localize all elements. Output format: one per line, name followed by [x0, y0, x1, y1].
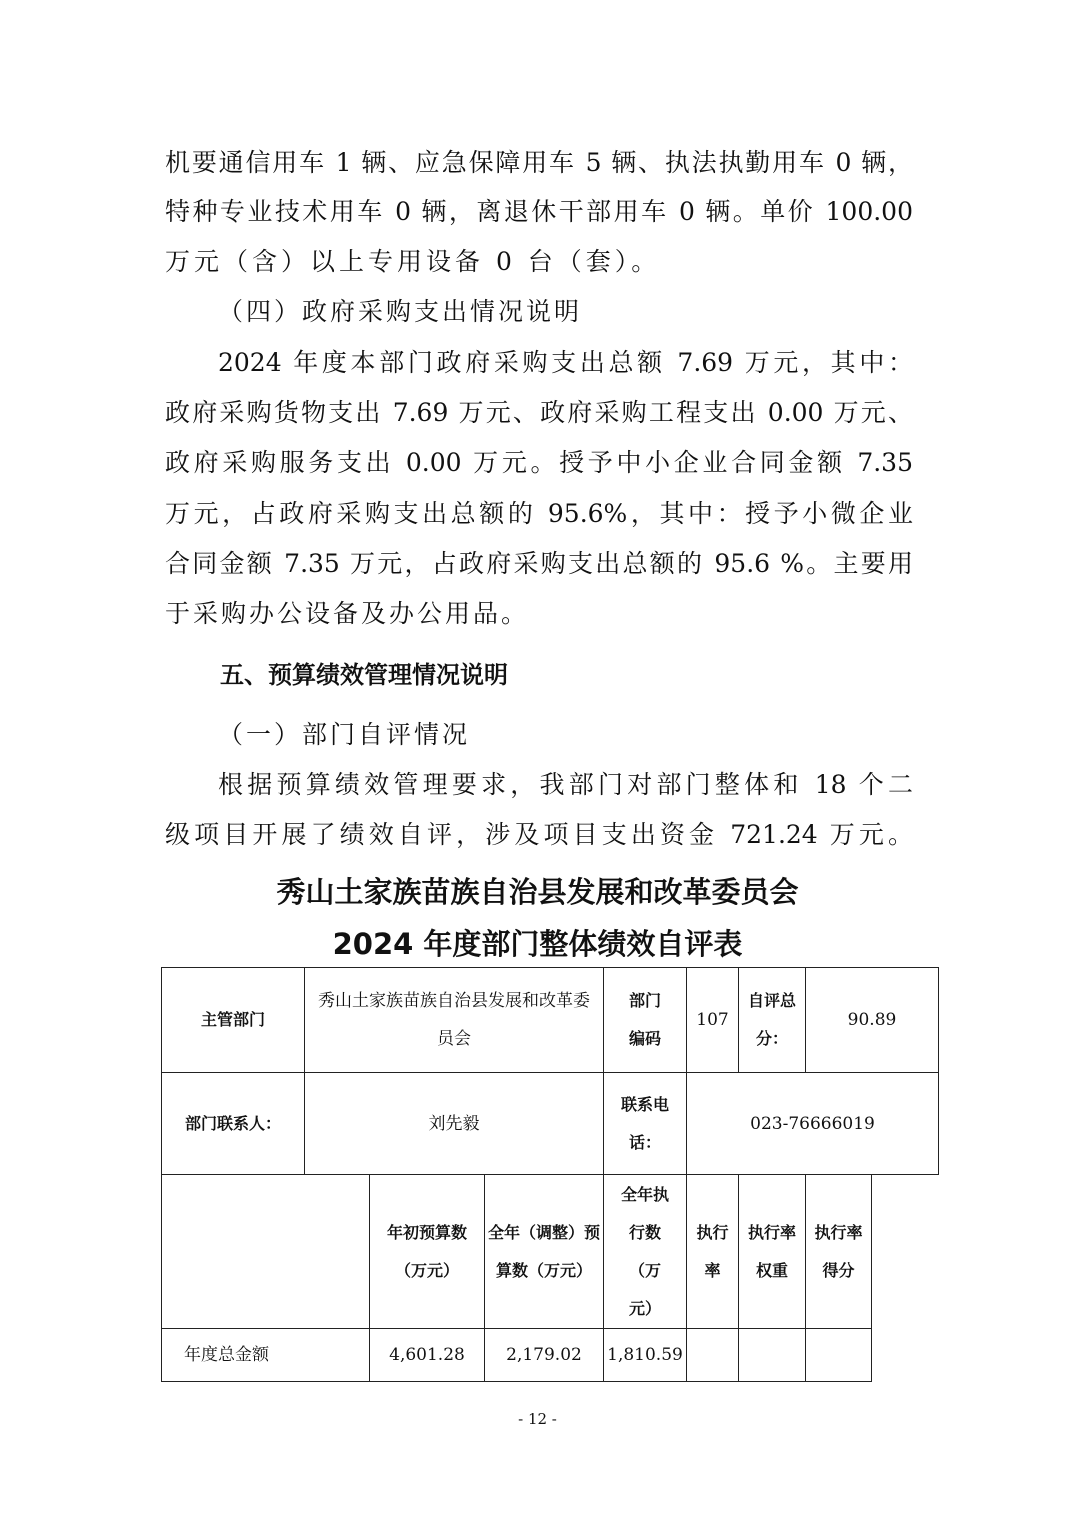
code-label: 部门编码 — [604, 968, 687, 1073]
phone-label: 联系电话： — [604, 1073, 687, 1175]
table-title-2: 2024 年度部门整体绩效自评表 — [332, 927, 743, 961]
table-title-1: 秀山土家族苗族自治县发展和改革委员会 — [276, 875, 799, 909]
line-1: 机要通信用车 1 辆、应急保障用车 5 辆、执法执勤用车 0 辆， — [165, 148, 913, 177]
row-label: 年度总金额 — [162, 1329, 370, 1382]
blank-header — [162, 1175, 370, 1329]
line-13: 根据预算绩效管理要求，我部门对部门整体和 18 个二 — [218, 770, 913, 799]
header-rate: 执行率 — [687, 1175, 739, 1329]
line-3: 万元（含）以上专用设备 0 台（套）。 — [165, 247, 661, 276]
cell-initial-budget: 4,601.28 — [370, 1329, 485, 1382]
cell-adjusted-budget: 2,179.02 — [485, 1329, 604, 1382]
header-rate-weight: 执行率权重 — [739, 1175, 806, 1329]
subheading-procurement: （四）政府采购支出情况说明 — [218, 297, 583, 326]
header-initial-budget: 年初预算数（万元） — [370, 1175, 485, 1329]
line-2: 特种专业技术用车 0 辆，离退休干部用车 0 辆。单价 100.00 — [165, 197, 913, 226]
line-6: 政府采购货物支出 7.69 万元、政府采购工程支出 0.00 万元、 — [165, 398, 913, 427]
contact-label: 部门联系人： — [162, 1073, 305, 1175]
line-7: 政府采购服务支出 0.00 万元。授予中小企业合同金额 7.35 — [165, 448, 913, 477]
dept-label: 主管部门 — [162, 968, 305, 1073]
phone-number: 023-76666019 — [687, 1073, 939, 1175]
subheading-self-eval: （一）部门自评情况 — [218, 720, 471, 749]
section-heading: 五、预算绩效管理情况说明 — [220, 661, 508, 689]
cell-rate — [687, 1329, 739, 1382]
line-10: 于采购办公设备及办公用品。 — [165, 599, 530, 628]
header-executed: 全年执行数（万元） — [604, 1175, 687, 1329]
line-5: 2024 年度本部门政府采购支出总额 7.69 万元，其中： — [218, 348, 913, 377]
score-label: 自评总分： — [739, 968, 806, 1073]
cell-executed: 1,810.59 — [604, 1329, 687, 1382]
self-score: 90.89 — [806, 968, 939, 1073]
page-number: - 12 - — [518, 1410, 557, 1428]
cell-rate-weight — [739, 1329, 806, 1382]
line-8: 万元，占政府采购支出总额的 95.6%，其中：授予小微企业 — [165, 499, 913, 528]
performance-table — [161, 967, 939, 1382]
contact-name: 刘先毅 — [305, 1073, 604, 1175]
line-9: 合同金额 7.35 万元，占政府采购支出总额的 95.6 %。主要用 — [165, 549, 913, 578]
header-rate-score: 执行率得分 — [806, 1175, 872, 1329]
dept-code: 107 — [687, 968, 739, 1073]
cell-rate-score — [806, 1329, 872, 1382]
line-14: 级项目开展了绩效自评，涉及项目支出资金 721.24 万元。 — [165, 820, 913, 849]
dept-name: 秀山土家族苗族自治县发展和改革委员会 — [305, 968, 604, 1073]
header-adjusted-budget: 全年（调整）预算数（万元） — [485, 1175, 604, 1329]
